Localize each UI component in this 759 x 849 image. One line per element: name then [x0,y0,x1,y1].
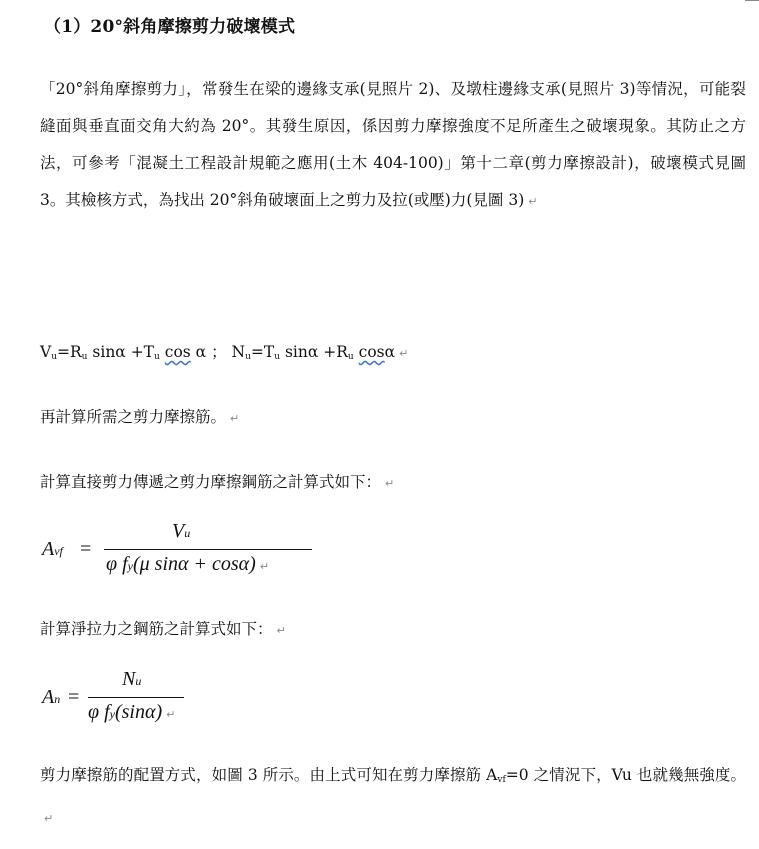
closing-text-a: 剪力摩擦筋的配置方式，如圖 3 所示。由上式可知在剪力摩擦筋 A [40,766,498,784]
an-numerator: N [122,668,136,690]
recompute-text: 再計算所需之剪力摩擦筋。 [40,408,227,426]
avf-equals: = [80,538,92,560]
v-symbol: V [40,343,52,361]
n-sub: u [245,352,251,362]
equation-separator: ； [211,343,227,361]
n-eq: =T [250,343,275,361]
intro-paragraph [40,71,746,220]
an-equals: = [68,686,80,708]
paragraph-mark: ↵ [259,560,270,573]
an-phi: φ [88,701,100,723]
r-sub: u [81,352,88,362]
net-tension-line [40,617,286,639]
r2-sub: u [347,352,354,362]
avf-f: f [122,553,128,575]
an-fraction-bar [88,697,184,698]
avf-phi: φ [106,553,118,575]
an-denominator-rest: (sinα) [114,701,163,723]
closing-text-b: =0 之情況下，Vu 也就幾無強度。 [505,766,746,784]
t2-sub: u [274,352,281,362]
n-symbol: N [231,343,246,361]
corner-rule [745,0,759,1]
an-num-sub: u [135,674,142,688]
avf-sub: vf [54,544,63,558]
section-heading: （1）20°斜角摩擦剪力破壞模式 [44,17,296,37]
paragraph-mark: ↵ [166,708,176,721]
an-symbol: A [42,686,55,708]
paragraph-mark: ↵ [399,347,409,360]
paragraph-mark: ↵ [528,195,538,208]
recompute-line [40,405,239,427]
force-equations [40,340,408,362]
avf-fraction-bar [104,549,312,550]
avf-f-sub: y [127,559,133,573]
n-term: sinα +R [284,343,348,361]
n-cos: cos [358,343,385,361]
formula-avf [40,520,340,590]
v-alpha: α [195,343,207,361]
paragraph-mark: ↵ [230,412,240,425]
an-sub: n [54,692,61,706]
formula-an [40,668,240,738]
avf-numerator: V [172,520,185,542]
an-f-sub: y [109,707,115,721]
intro-paragraph-text: 「20°斜角摩擦剪力」，常發生在梁的邊緣支承(見照片 2)、及墩柱邊緣支承(見照片 3)等情況，可能裂縫面與垂直面交角大約為 20°。其發生原因，係因剪力摩擦強度不足所產生之破壞現象。其防止之方法，可參考「混凝土工程設計規範之應用(土木 404-100)」第十二章(剪力摩擦設計)，破壞模式見圖 3。其檢核方式，為找出 20°斜角破壞面上之剪力及拉(或壓)力(見圖 3) [40,80,746,209]
paragraph-mark: ↵ [276,624,286,637]
t-sub: u [154,352,160,362]
v-eq: =R [57,343,82,361]
net-tension-text: 計算淨拉力之鋼筋之計算式如下： [40,620,273,638]
v-cos: cos [164,343,191,361]
avf-symbol: A [42,538,55,560]
avf-denominator-rest: (μ sinα + cosα) [132,553,256,575]
paragraph-mark: ↵ [385,477,395,490]
n-alpha: α [384,343,396,361]
v-sub: u [51,352,57,362]
direct-shear-text: 計算直接剪力傳遞之剪力摩擦鋼筋之計算式如下： [40,473,382,491]
paragraph-mark: ↵ [44,812,54,825]
closing-paragraph [40,757,746,837]
an-f: f [104,701,110,723]
avf-num-sub: u [184,526,191,540]
closing-sub: vf [497,775,506,785]
direct-shear-line [40,470,394,492]
v-term: sinα +T [92,343,155,361]
